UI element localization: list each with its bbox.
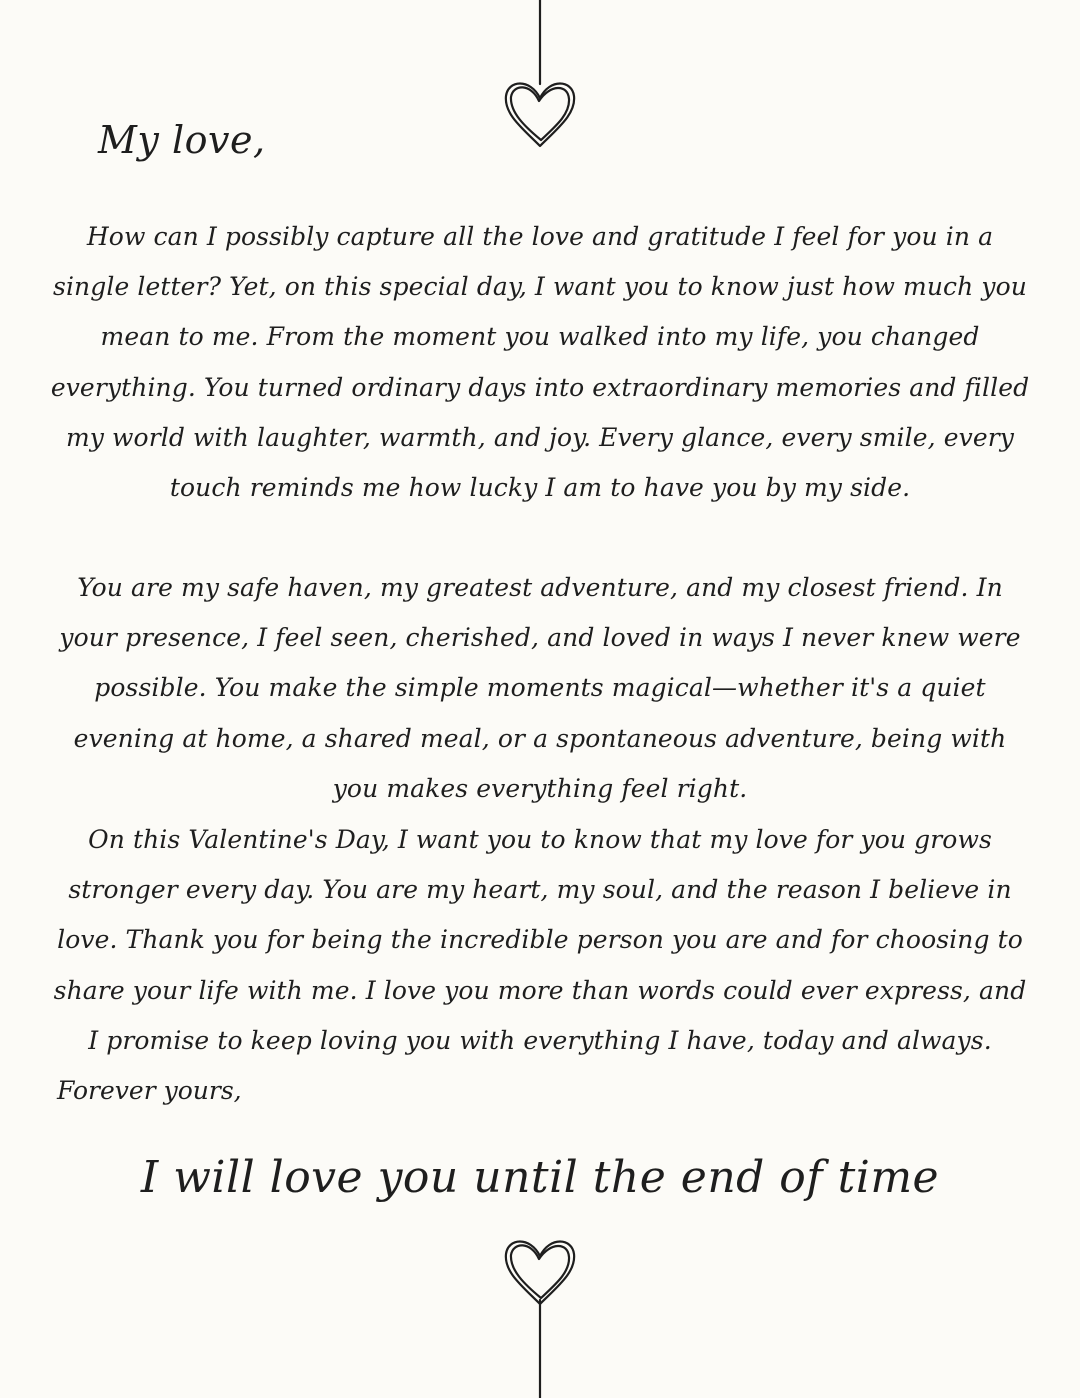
letter-salutation: My love, bbox=[98, 118, 266, 162]
letter-paragraph-2: You are my safe haven, my greatest adventure, and my closest friend. In your presence, I feel seen, cherished, and loved in ways I never knew were possible. You make the simple moments magical—whether it's a quiet evening at home, a shared meal, or a spontaneous adventure, being with you makes everything feel right. bbox=[59, 573, 1021, 803]
letter-closing: Forever yours, bbox=[57, 1076, 242, 1105]
letter-paragraph-1: How can I possibly capture all the love and gratitude I feel for you in a single letter? Yet, on this special day, I want you to know just how much you mean to me. From the moment you walked into my life, you changed everything. You turned ordinary days into extraordinary memories and filled my world with laughter, warmth, and joy. Every glance, every smile, every touch reminds me how lucky I am to have you by my side. bbox=[50, 222, 1030, 503]
letter-tagline: I will love you until the end of time bbox=[140, 1152, 940, 1203]
standing-heart-icon bbox=[506, 1242, 574, 1398]
letter-paragraph-3: On this Valentine's Day, I want you to know that my love for you grows stronger every day. You are my heart, my soul, and the reason I believe in love. Thank you for being the incredible person you are and for choosing to share your life with me. I love you more than words could ever express, and I promise to keep loving you with everything I have, today and always. bbox=[53, 825, 1027, 1055]
hanging-heart-icon bbox=[506, 0, 574, 146]
